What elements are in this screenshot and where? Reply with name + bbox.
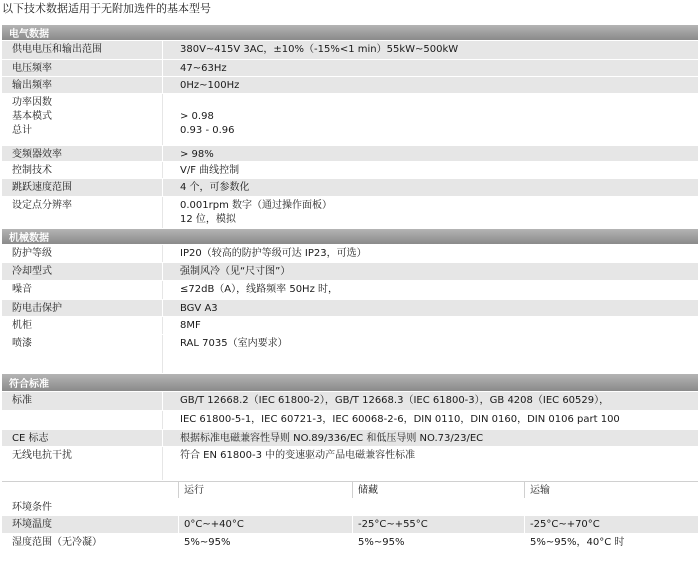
row-value	[162, 392, 698, 410]
row-label	[2, 335, 162, 373]
row-value-line: 12 位，模拟	[180, 214, 236, 225]
row-label	[2, 162, 162, 178]
row-value-line: 380V~415V 3AC，±10%（-15%<1 min）55kW~500kW	[180, 44, 459, 55]
row-label	[2, 281, 162, 299]
row-label-line: 喷漆	[12, 338, 32, 349]
row-label-line: 跳跃速度范围	[12, 182, 72, 193]
row-value	[162, 447, 698, 480]
row-label	[2, 447, 162, 480]
row-label-line: 防电击保护	[12, 303, 62, 314]
table-row	[2, 447, 698, 481]
row-label	[2, 245, 162, 262]
table-row	[2, 197, 698, 229]
row-value-line: BGV A3	[180, 303, 218, 314]
row-value	[162, 146, 698, 161]
table-row	[2, 263, 698, 281]
row-label	[2, 411, 162, 429]
table-row	[2, 41, 698, 60]
column-transport: 运输	[524, 482, 698, 498]
environment-value: -25°C~+70°C	[524, 516, 698, 533]
row-label	[2, 41, 162, 59]
row-value	[162, 60, 698, 76]
environment-label: 湿度范围（无冷凝）	[12, 537, 102, 548]
row-value-line: 8MF	[180, 320, 201, 331]
row-value	[162, 335, 698, 373]
table-row	[2, 300, 698, 317]
row-value-line: 4 个，可参数化	[180, 182, 250, 193]
row-label-line: 总计	[12, 125, 32, 136]
table-row	[2, 411, 698, 430]
row-label	[2, 77, 162, 93]
section-header-mechanical: 机械数据	[2, 229, 698, 245]
section-header-electrical: 电气数据	[2, 25, 698, 41]
row-label-line: 电压频率	[12, 63, 52, 74]
table-row	[2, 60, 698, 77]
row-label-line: 供电电压和输出范围	[12, 44, 102, 55]
environment-value: 5%~95%，40°C 时	[524, 534, 698, 551]
row-label	[2, 300, 162, 316]
table-row	[2, 77, 698, 94]
row-label-line: 标准	[12, 395, 32, 406]
row-value-line: 0.001rpm 数字（通过操作面板）	[180, 200, 333, 211]
row-label-line	[12, 413, 162, 427]
row-value-line: IEC 61800-5-1，IEC 60721-3，IEC 60068-2-6，DIN 0110，DIN 0160，DIN 0106 part 100	[180, 414, 620, 425]
row-label	[2, 179, 162, 196]
table-row	[2, 281, 698, 300]
row-value-line: > 98%	[180, 149, 214, 160]
environment-label: 环境温度	[12, 519, 52, 530]
environment-column-header	[2, 481, 698, 499]
row-value	[162, 41, 698, 59]
table-row	[2, 146, 698, 162]
row-label-line: 功率因数	[12, 97, 52, 108]
row-value-line: 0Hz~100Hz	[180, 80, 240, 91]
table-row	[2, 392, 698, 411]
row-value-line: 符合 EN 61800-3 中的变速驱动产品电磁兼容性标准	[180, 450, 416, 461]
environment-value: -25°C~+55°C	[352, 516, 524, 533]
row-value	[162, 300, 698, 316]
table-row	[2, 162, 698, 179]
row-label	[2, 392, 162, 410]
row-value	[162, 317, 698, 334]
row-value	[162, 162, 698, 178]
row-label-line: 控制技术	[12, 165, 52, 176]
row-label-line: 噪音	[12, 284, 32, 295]
row-value-line	[180, 96, 698, 110]
row-value-line: 47~63Hz	[180, 63, 227, 74]
row-label	[2, 197, 162, 228]
row-value	[162, 263, 698, 280]
row-value-line: > 0.98	[180, 111, 214, 122]
row-label-line: CE 标志	[12, 433, 49, 444]
table-row	[2, 430, 698, 447]
row-value	[162, 77, 698, 93]
row-value	[162, 94, 698, 145]
row-value-line: RAL 7035（室内要求）	[180, 338, 288, 349]
table-row	[2, 245, 698, 263]
row-label	[2, 146, 162, 161]
row-label	[2, 263, 162, 280]
table-row	[2, 94, 698, 146]
environment-row	[2, 534, 698, 552]
environment-value: 0°C~+40°C	[178, 516, 352, 533]
row-value-line: ≤72dB（A），线路频率 50Hz 时，	[180, 284, 339, 295]
row-value	[162, 197, 698, 228]
table-row	[2, 317, 698, 335]
row-label-line: 输出频率	[12, 80, 52, 91]
row-label	[2, 94, 162, 145]
environment-row	[2, 516, 698, 534]
row-value-line: 根据标准电磁兼容性导则 NO.89/336/EC 和低压导则 NO.73/23/EC	[180, 433, 484, 444]
column-storage: 储藏	[352, 482, 524, 498]
row-value-line: V/F 曲线控制	[180, 165, 240, 176]
intro-text: 以下技术数据适用于无附加选件的基本型号	[2, 2, 211, 15]
row-label-line: 机柜	[12, 320, 32, 331]
environment-value: 5%~95%	[178, 534, 352, 551]
row-label	[2, 430, 162, 446]
row-value	[162, 179, 698, 196]
row-value	[162, 245, 698, 262]
section-header-conformity: 符合标准	[2, 374, 698, 392]
row-label	[2, 60, 162, 76]
row-label-line: 设定点分辨率	[12, 200, 72, 211]
table-row	[2, 179, 698, 197]
table-row	[2, 335, 698, 374]
row-value	[162, 411, 698, 429]
column-operation: 运行	[178, 482, 352, 498]
row-label-line: 变频器效率	[12, 149, 62, 160]
environment-title-row: 环境条件	[2, 499, 698, 516]
environment-value: 5%~95%	[352, 534, 524, 551]
row-value-line: GB/T 12668.2（IEC 61800-2），GB/T 12668.3（IEC 61800-3），GB 4208（IEC 60529），	[180, 395, 610, 406]
row-value-line: 0.93 - 0.96	[180, 125, 235, 136]
row-value-line: IP20（较高的防护等级可达 IP23，可选）	[180, 248, 367, 259]
row-label-line: 防护等级	[12, 248, 52, 259]
row-value	[162, 430, 698, 446]
row-value-line: 强制风冷（见“尺寸图”）	[180, 266, 291, 277]
row-label	[2, 317, 162, 334]
row-label-line: 基本模式	[12, 111, 52, 122]
tech-data-table	[2, 25, 698, 552]
row-value	[162, 281, 698, 299]
row-label-line: 无线电抗干扰	[12, 450, 72, 461]
row-label-line: 冷却型式	[12, 266, 52, 277]
